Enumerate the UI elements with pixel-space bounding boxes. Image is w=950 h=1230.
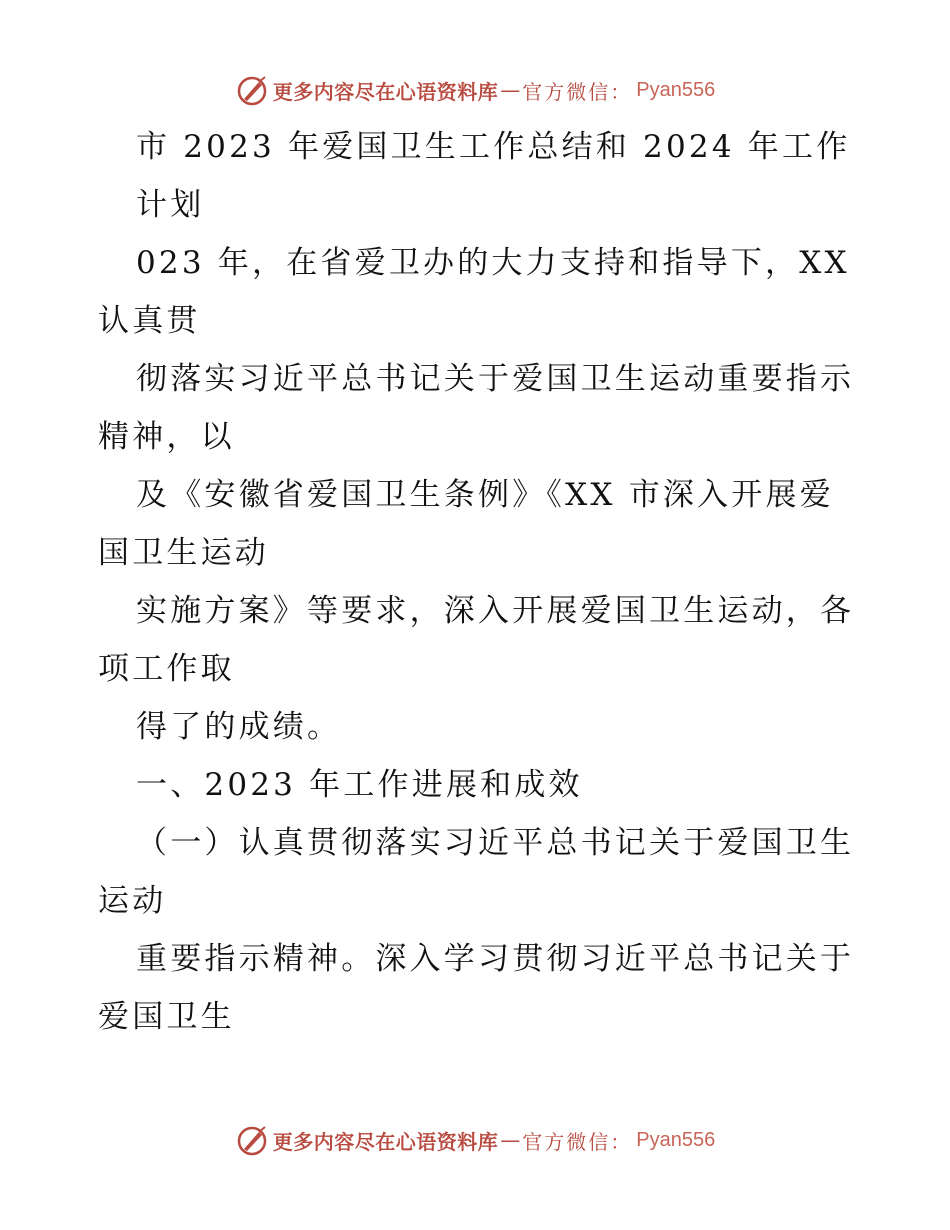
banner-wechat-label: 官方微信：: [522, 1129, 633, 1154]
quill-logo-icon: [235, 73, 269, 107]
banner-dash: —: [500, 78, 521, 102]
paragraph-line: 023 年，在省爱卫办的大力支持和指导下，XX: [136, 245, 850, 281]
header-watermark-banner: [0, 70, 950, 110]
banner-wechat-id: Pyan556: [636, 78, 716, 101]
paragraph-line: 及《安徽省爱国卫生条例》《XX 市深入开展爱: [136, 477, 834, 513]
paragraph-line: 项工作取: [98, 651, 235, 687]
subsection-heading: （一）认真贯彻落实习近平总书记关于爱国卫生: [136, 825, 855, 861]
document-body: [98, 118, 858, 1046]
paragraph-line: 认真贯: [98, 303, 201, 339]
banner-wechat-id: Pyan556: [636, 1128, 716, 1151]
section-heading: 一、2023 年工作进展和成效: [136, 767, 583, 803]
paragraph-line: 实施方案》等要求，深入开展爱国卫生运动，各: [136, 593, 855, 629]
footer-watermark-banner: [0, 1120, 950, 1160]
paragraph-line: 彻落实习近平总书记关于爱国卫生运动重要指示: [136, 361, 855, 397]
banner-wechat-label: 官方微信：: [522, 79, 633, 104]
banner-dash: —: [500, 1128, 521, 1152]
paragraph-line: 重要指示精神。深入学习贯彻习近平总书记关于: [136, 941, 855, 977]
paragraph-line: 运动: [98, 883, 167, 919]
paragraph-line: 爱国卫生: [98, 999, 235, 1035]
paragraph-line: 国卫生运动: [98, 535, 269, 571]
paragraph-line: 精神，以: [98, 419, 235, 455]
quill-logo-icon: [235, 1123, 269, 1157]
banner-main-text: 更多内容尽在心语资料库: [272, 1129, 499, 1154]
doc-title-line-2: 计划: [136, 187, 205, 223]
paragraph-line: 得了的成绩。: [136, 709, 342, 745]
banner-main-text: 更多内容尽在心语资料库: [272, 79, 499, 104]
doc-title-line-1: 市 2023 年爱国卫生工作总结和 2024 年工作: [136, 129, 851, 165]
